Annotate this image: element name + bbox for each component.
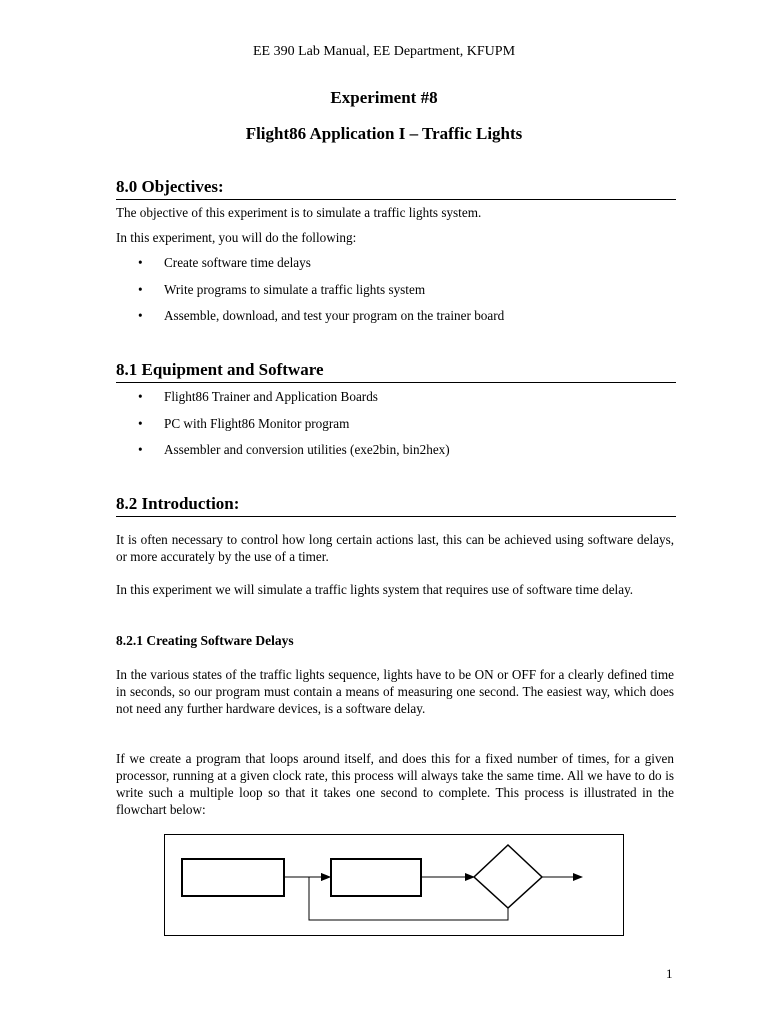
flowchart-loop-back-arrow [309,877,508,920]
introduction-heading: 8.2 Introduction: [116,494,676,517]
delay-flowchart [165,835,623,935]
list-item: • Create software time delays [116,254,676,281]
software-delays-heading: 8.2.1 Creating Software Delays [116,633,294,648]
equipment-heading: 8.1 Equipment and Software [116,360,676,383]
equipment-list [116,388,676,468]
software-delays-paragraph-1: In the various states of the traffic lights sequence, lights have to be ON or OFF for a clearly defined time in seconds, so our program must contain a means of measuring one second. The easiest way, which does not need any further hardware devices, is a software delay. [116,667,674,716]
flowchart-process-box-1 [182,859,284,896]
list-item: • Assembler and conversion utilities (exe2bin, bin2hex) [116,441,676,468]
running-header: EE 390 Lab Manual, EE Department, KFUPM [252,44,516,59]
flowchart-process-box-2 [331,859,421,896]
objectives-list [116,254,676,334]
software-delays-paragraph-2: If we create a program that loops around itself, and does this for a fixed number of times, for a given processor, running at a given clock rate, this process will always take the same time. All we have to do is write such a multiple loop so that it takes one second to complete. This process is illustrated in the flowchart below: [116,751,674,817]
document-title: Flight86 Application I – Traffic Lights [245,124,523,143]
page-number: 1 [666,966,673,981]
flowchart-decision-diamond [474,845,542,908]
objectives-heading: 8.0 Objectives: [116,177,676,200]
objectives-intro: The objective of this experiment is to simulate a traffic lights system. [116,205,482,220]
experiment-number: Experiment #8 [330,88,438,107]
flowchart-frame [164,834,624,936]
introduction-paragraph-2: In this experiment we will simulate a traffic lights system that requires use of software time delay. [116,582,634,597]
objectives-lead: In this experiment, you will do the following: [116,230,357,245]
list-item: • PC with Flight86 Monitor program [116,415,676,442]
list-item: • Write programs to simulate a traffic lights system [116,281,676,308]
introduction-paragraph-1: It is often necessary to control how long certain actions last, this can be achieved using software delays, or more accurately by the use of a timer. [116,532,674,564]
list-item: • Assemble, download, and test your program on the trainer board [116,307,676,334]
list-item: • Flight86 Trainer and Application Boards [116,388,676,415]
